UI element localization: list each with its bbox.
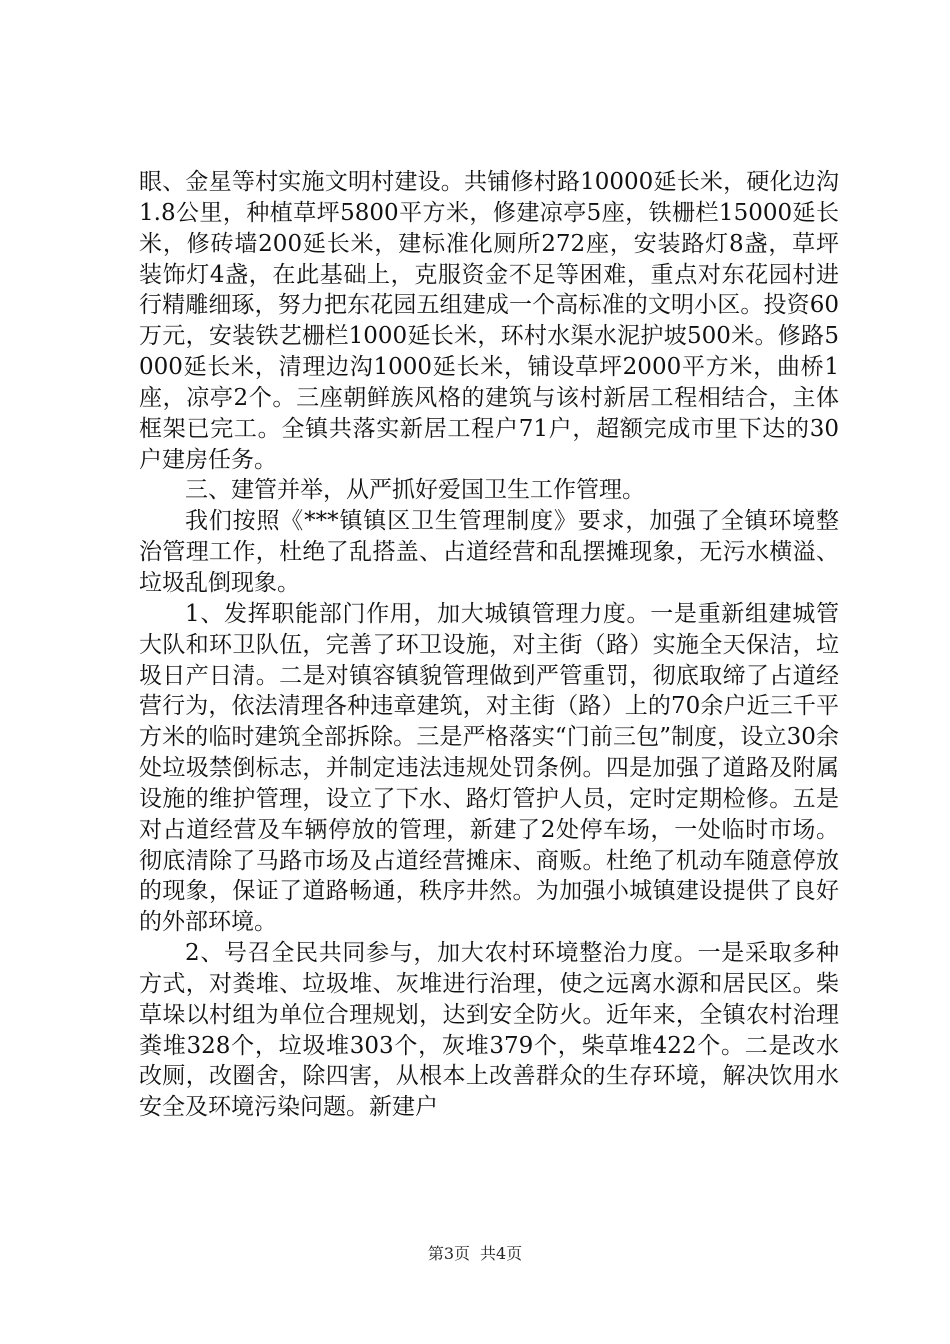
body-paragraph: 我们按照《***镇镇区卫生管理制度》要求，加强了全镇环境整治管理工作，杜绝了乱搭盖、占道经营和乱摆摊现象，无污水横溢、垃圾乱倒现象。 [139,508,839,596]
page-footer [0,1244,950,1264]
page-number-current: 第3页 [427,1244,470,1263]
section-heading: 三、建管并举，从严抓好爱国卫生工作管理。 [185,477,645,504]
body-paragraph: 2、号召全民共同参与，加大农村环境整治力度。一是采取多种方式，对粪堆、垃圾堆、灰堆进行治理，使之远离水源和居民区。柴草垛以村组为单位合理规划，达到安全防火。近年来，全镇农村治理粪堆328个，垃圾堆303个，灰堆379个，柴草堆422个。二是改水改厕，改圈舍，除四害，从根本上改善群众的生存环境，解决饮用水安全及环境污染问题。新建户 [139,940,839,1121]
document-body [139,167,839,1123]
page-number-total: 共4页 [480,1244,523,1263]
body-paragraph: 眼、金星等村实施文明村建设。共铺修村路10000延长米，硬化边沟1.8公里，种植草坪5800平方米，修建凉亭5座，铁栅栏15000延长米，修砖墙200延长米，建标准化厕所272座，安装路灯8盏，草坪装饰灯4盏，在此基础上，克服资金不足等困难，重点对东花园村进行精雕细琢，努力把东花园五组建成一个高标准的文明小区。投资60万元，安装铁艺栅栏1000延长米，环村水渠水泥护坡500米。修路5000延长米，清理边沟1000延长米，铺设草坪2000平方米，曲桥1座，凉亭2个。三座朝鲜族风格的建筑与该村新居工程相结合，主体框架已完工。全镇共落实新居工程户71户，超额完成市里下达的30户建房任务。 [139,169,839,473]
body-paragraph: 1、发挥职能部门作用，加大城镇管理力度。一是重新组建城管大队和环卫队伍，完善了环卫设施，对主街（路）实施全天保洁，垃圾日产日清。二是对镇容镇貌管理做到严管重罚，彻底取缔了占道经营行为，依法清理各种违章建筑，对主街（路）上的70余户近三千平方米的临时建筑全部拆除。三是严格落实“门前三包”制度，设立30余处垃圾禁倒标志，并制定违法违规处罚条例。四是加强了道路及附属设施的维护管理，设立了下水、路灯管护人员，定时定期检修。五是对占道经营及车辆停放的管理，新建了2处停车场，一处临时市场。彻底清除了马路市场及占道经营摊床、商贩。杜绝了机动车随意停放的现象，保证了道路畅通，秩序井然。为加强小城镇建设提供了良好的外部环境。 [139,600,839,936]
